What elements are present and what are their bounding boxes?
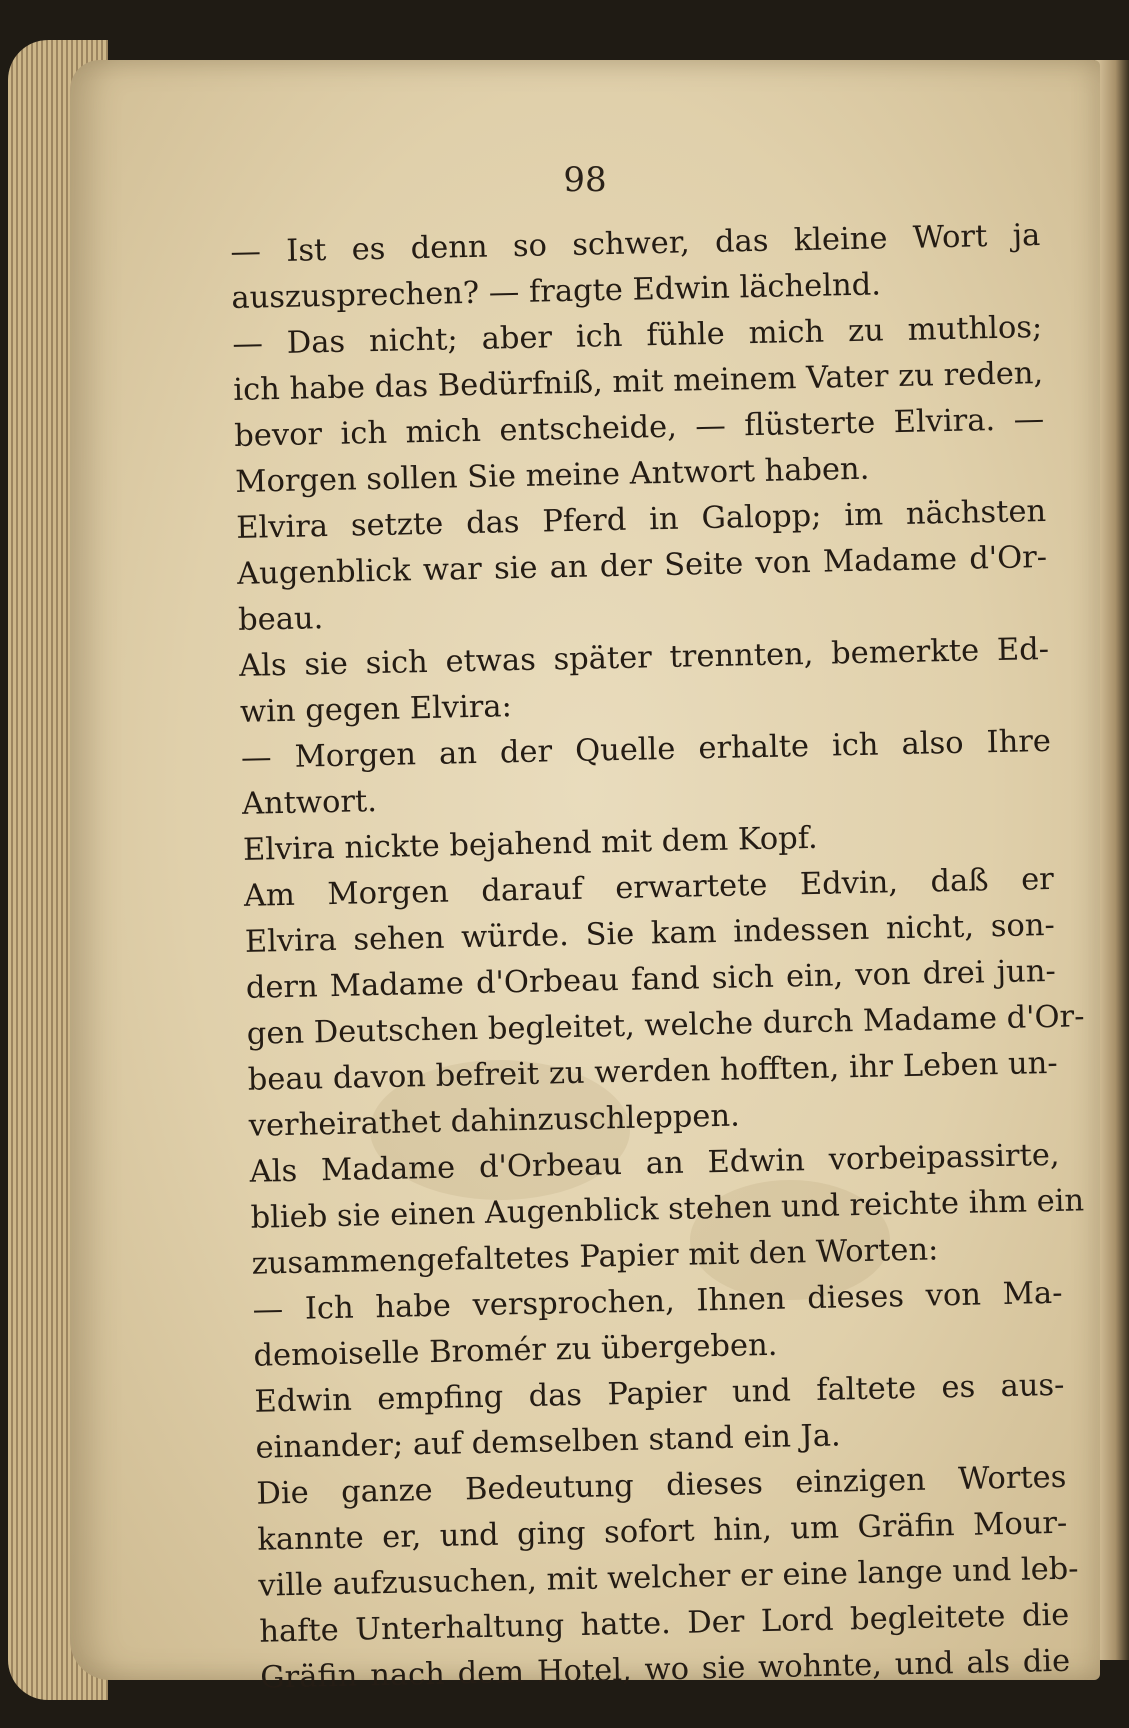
text-line: Als Madame d'Orbeau an Edwin vorbeipassirte, [249,1137,1060,1190]
text-line: Elvira nickte bejahend mit dem Kopf. [242,820,819,868]
text-line: win gegen Elvira: [239,689,513,730]
page-number: 98 [563,160,607,200]
text-line: ich habe das Bedürfniß, mit meinem Vater zu reden, [232,356,1044,408]
text-line: blieb sie einen Augenblick stehen und reichte ihm ein [250,1183,1085,1236]
text-line: Am Morgen darauf erwartete Edvin, daß er [243,861,1055,914]
text-line: demoiselle Bromér zu übergeben. [253,1327,778,1374]
text-line: beau davon befreit zu werden hofften, ihr Leben un- [247,1045,1059,1098]
text-line: — Das nicht; aber ich fühle mich zu muthlos; [232,310,1043,362]
text-line: — Morgen an der Quelle erhalte ich also Ihre [240,723,1052,776]
text-line: — Ich habe versprochen, Ihnen dieses von Ma- [252,1275,1063,1328]
text-line: Edwin empfing das Papier und faltete es aus- [254,1367,1065,1420]
text-line: Antwort. [241,784,378,822]
text-line: Augenblick war sie an der Seite von Madame d'Or- [236,539,1048,592]
text-line: beau. [237,601,324,638]
text-line: dern Madame d'Orbeau fand sich ein, von drei jun- [245,953,1057,1006]
text-line: kannte er, und ging sofort hin, um Gräfin Mour- [257,1505,1068,1558]
text-line: hafte Unterhaltung hatte. Der Lord begleitete die [259,1597,1070,1650]
text-line: gen Deutschen begleitet, welche durch Madame d'Or- [246,999,1085,1052]
text-line: Als sie sich etwas später trennten, bemerkte Ed- [238,631,1050,684]
text-line: einander; auf demselben stand ein Ja. [255,1418,842,1466]
body-text [230,213,1085,1702]
text-line: auszusprechen? — fragte Edwin lächelnd. [231,267,882,316]
text-line: Morgen sollen Sie meine Antwort haben. [234,451,870,500]
text-line: Gräfin nach dem Hotel, wo sie wohnte, und als die [259,1643,1071,1696]
text-line: zusammengefaltetes Papier mit den Worten: [251,1232,939,1282]
text-line: bevor ich mich entscheide, — flüsterte Elvira. — [233,401,1045,454]
text-line: Elvira setzte das Pferd in Galopp; im nächsten [235,493,1047,546]
text-line: verheirathet dahinzuschleppen. [248,1098,741,1144]
book-page [70,60,1100,1696]
text-line: — Ist es denn so schwer, das kleine Wort ja [230,218,1041,270]
book-gutter [1095,60,1129,1660]
text-line: ville aufzusuchen, mit welcher er eine lange und leb- [258,1551,1079,1604]
text-line: Elvira sehen würde. Sie kam indessen nicht, son- [244,907,1056,960]
text-line: Die ganze Bedeutung dieses einzigen Wortes [256,1459,1067,1512]
